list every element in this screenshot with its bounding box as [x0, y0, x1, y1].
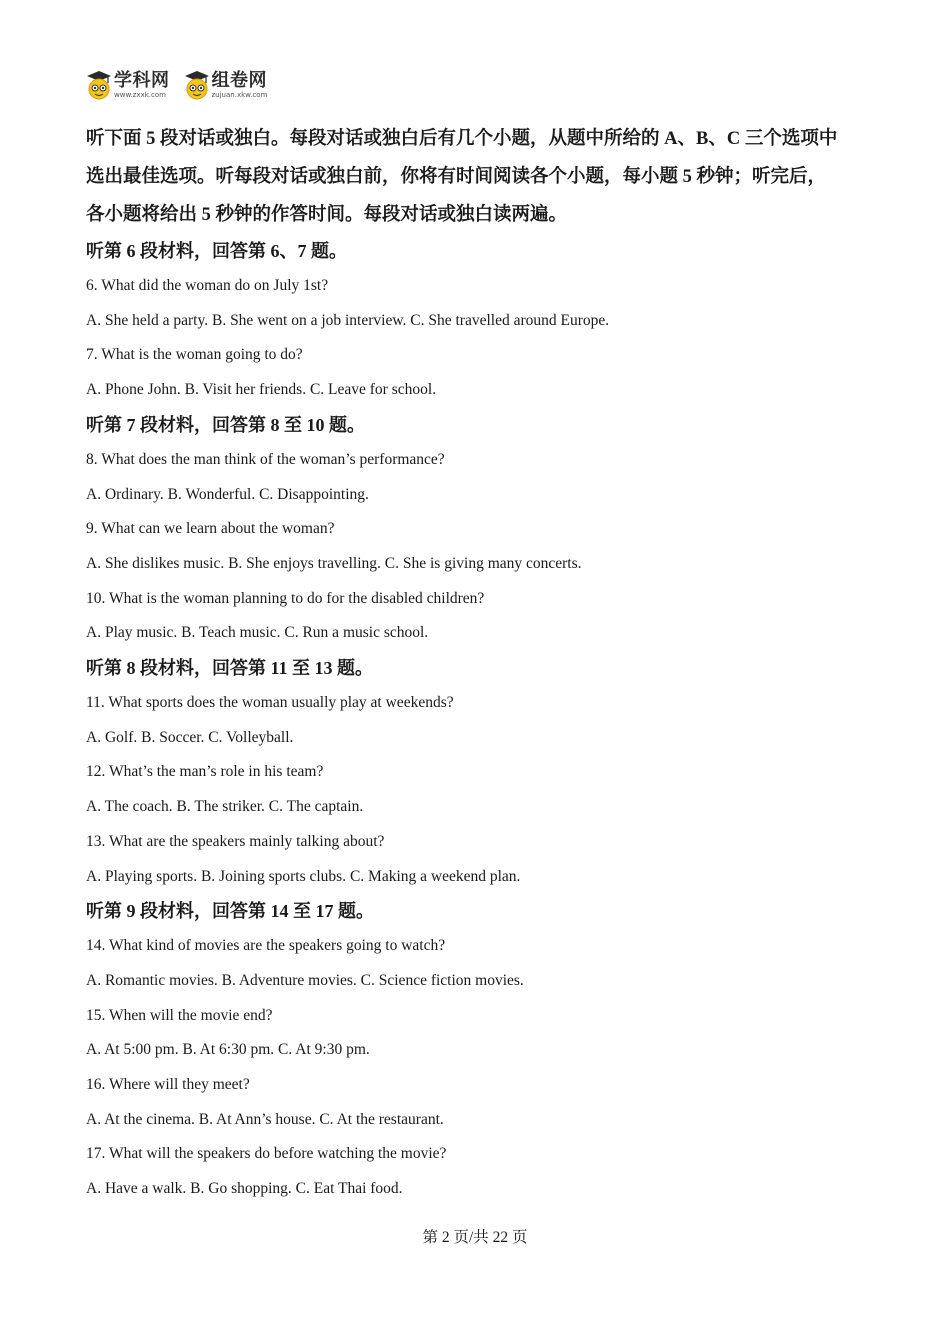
logo-url: www.zxxk.com	[114, 90, 166, 99]
question-text: 16. Where will they meet?	[86, 1076, 250, 1094]
question-options: A. Play music. B. Teach music. C. Run a music school.	[86, 624, 429, 642]
question-text: 14. What kind of movies are the speakers going to watch?	[86, 937, 446, 955]
section-heading: 听第 8 段材料，回答第 11 至 13 题。	[86, 658, 374, 679]
question-text: 17. What will the speakers do before watching the movie?	[86, 1145, 447, 1163]
section-heading: 听第 7 段材料，回答第 8 至 10 题。	[86, 414, 365, 435]
question-text: 11. What sports does the woman usually play at weekends?	[86, 694, 454, 712]
instructions-line: 各小题将给出 5 秒钟的作答时间。每段对话或独白读两遍。	[86, 205, 568, 225]
question-options: A. She held a party. B. She went on a job interview. C. She travelled around Europe.	[86, 311, 610, 329]
question-options: A. The coach. B. The striker. C. The captain.	[86, 798, 364, 816]
logo-name: 组卷网	[211, 69, 267, 91]
header-logos	[86, 70, 267, 100]
question-text: 15. When will the movie end?	[86, 1006, 273, 1024]
logo-name: 学科网	[114, 69, 170, 91]
question-options: A. She dislikes music. B. She enjoys travelling. C. She is giving many concerts.	[86, 554, 582, 572]
section-heading: 听第 9 段材料，回答第 14 至 17 题。	[86, 901, 374, 922]
instructions-line: 选出最佳选项。听每段对话或独白前，你将有时间阅读各个小题，每小题 5 秒钟；听完后，	[86, 167, 827, 187]
section-heading: 听第 6 段材料，回答第 6、7 题。	[86, 241, 347, 261]
question-options: A. Golf. B. Soccer. C. Volleyball.	[86, 728, 294, 746]
question-text: 13. What are the speakers mainly talking about?	[86, 832, 385, 850]
question-options: A. Playing sports. B. Joining sports clubs. C. Making a weekend plan.	[86, 867, 521, 885]
mascot-icon	[184, 70, 210, 100]
question-text: 7. What is the woman going to do?	[86, 346, 303, 364]
question-text: 8. What does the man think of the woman’s performance?	[86, 450, 445, 468]
question-text: 9. What can we learn about the woman?	[86, 520, 335, 538]
question-text: 12. What’s the man’s role in his team?	[86, 763, 324, 781]
logo-xueke	[86, 70, 170, 100]
question-options: A. At the cinema. B. At Ann’s house. C. At the restaurant.	[86, 1110, 444, 1128]
question-options: A. Have a walk. B. Go shopping. C. Eat Thai food.	[86, 1180, 403, 1198]
document-body	[86, 120, 876, 1207]
page-number: 第 2 页/共 22 页	[422, 1229, 528, 1246]
question-options: A. Phone John. B. Visit her friends. C. Leave for school.	[86, 381, 437, 399]
logo-url: zujuan.xkw.com	[211, 90, 268, 99]
question-text: 10. What is the woman planning to do for the disabled children?	[86, 589, 485, 607]
question-options: A. Romantic movies. B. Adventure movies. C. Science fiction movies.	[86, 971, 524, 989]
question-text: 6. What did the woman do on July 1st?	[86, 277, 329, 294]
question-options: A. At 5:00 pm. B. At 6:30 pm. C. At 9:30 pm.	[86, 1041, 370, 1059]
question-options: A. Ordinary. B. Wonderful. C. Disappointing.	[86, 485, 369, 503]
logo-zujuan	[184, 70, 268, 100]
instructions-line: 听下面 5 段对话或独白。每段对话或独白后有几个小题，从题中所给的 A、B、C 三个选项中	[86, 129, 838, 149]
mascot-icon	[86, 70, 112, 100]
